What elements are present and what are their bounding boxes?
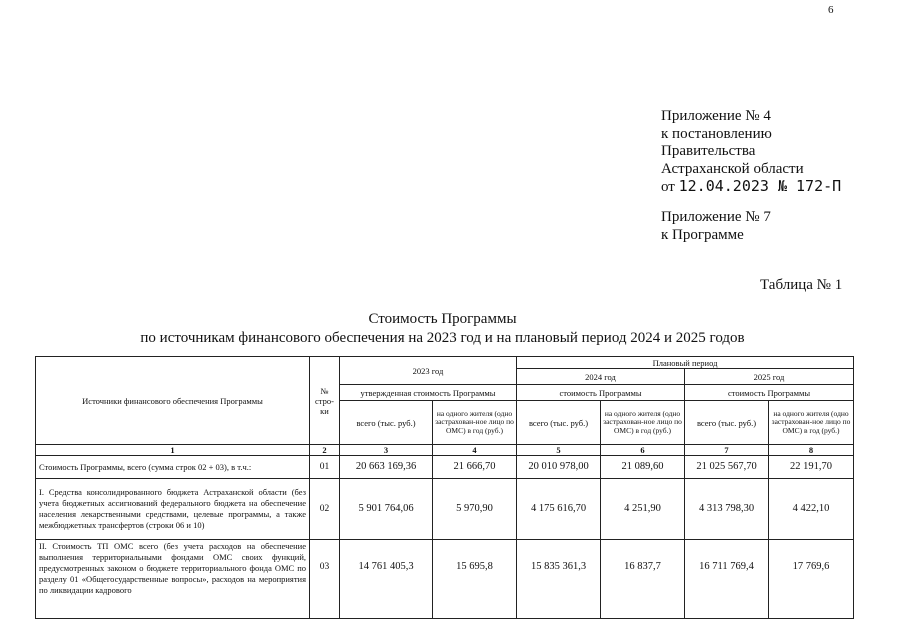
appendix-4-line: Астраханской области: [661, 160, 804, 177]
appendix-4-line: Правительства: [661, 143, 756, 159]
row-per-capita-2024: 21 089,60: [601, 456, 685, 479]
column-number: 7: [685, 445, 769, 456]
row-total-2025: 4 313 798,30: [685, 479, 769, 540]
row-per-capita-2025: 4 422,10: [769, 479, 854, 540]
row-source: Стоимость Программы, всего (сумма строк 02 + 03), в т.ч.:: [36, 456, 310, 479]
appendix-7-block: [661, 209, 771, 244]
table-row: [36, 456, 854, 479]
column-number-row: [36, 445, 854, 456]
table-row: [36, 479, 854, 540]
appendix-4-block: [661, 108, 841, 197]
column-number: 2: [310, 445, 340, 456]
row-source: I. Средства консолидированного бюджета Астраханской области (без учета бюджетных ассигнований федерального бюджета на обеспечение населения лекарственными средствами, целевые программы, а также межбюджетных трансфертов (строки 06 и 10): [36, 479, 310, 540]
column-number: 8: [769, 445, 854, 456]
row-code: 03: [310, 540, 340, 619]
decree-date: 12.04.2023: [678, 177, 769, 195]
header-sources: Источники финансового обеспечения Программы: [36, 357, 310, 445]
decree-date-prefix: от: [661, 179, 679, 195]
appendix-4-line: к постановлению: [661, 125, 772, 142]
appendix-4-title: Приложение № 4: [661, 108, 771, 124]
header-total-2024: всего (тыс. руб.): [517, 401, 601, 445]
document-title: Стоимость Программы: [368, 311, 517, 327]
appendix-7-title: Приложение № 7: [661, 209, 771, 225]
header-per-capita-2025: на одного жителя (одно застрахован-ное лицо по ОМС) в год (руб.): [769, 401, 854, 445]
row-total-2023: 5 901 764,06: [340, 479, 433, 540]
row-per-capita-2023: 15 695,8: [433, 540, 517, 619]
row-per-capita-2025: 22 191,70: [769, 456, 854, 479]
table-number: Таблица № 1: [760, 277, 843, 293]
row-total-2024: 4 175 616,70: [517, 479, 601, 540]
row-total-2024: 15 835 361,3: [517, 540, 601, 619]
column-number: 6: [601, 445, 685, 456]
row-code: 02: [310, 479, 340, 540]
document-subtitle: по источникам финансового обеспечения на 2023 год и на плановый период 2024 и 2025 годов: [140, 330, 745, 346]
header-row-no: № стро-ки: [310, 357, 340, 445]
program-cost-table: [35, 356, 854, 619]
row-total-2025: 21 025 567,70: [685, 456, 769, 479]
row-per-capita-2025: 17 769,6: [769, 540, 854, 619]
column-number: 3: [340, 445, 433, 456]
header-per-capita-2023: на одного жителя (одно застрахован-ное лицо по ОМС) в год (руб.): [433, 401, 517, 445]
row-per-capita-2023: 21 666,70: [433, 456, 517, 479]
header-year-2023: 2023 год: [340, 357, 517, 385]
row-total-2023: 14 761 405,3: [340, 540, 433, 619]
column-number: 4: [433, 445, 517, 456]
column-number: 1: [36, 445, 310, 456]
header-approved-cost: утвержденная стоимость Программы: [340, 385, 517, 401]
header-per-capita-2024: на одного жителя (одно застрахован-ное лицо по ОМС) в год (руб.): [601, 401, 685, 445]
row-total-2025: 16 711 769,4: [685, 540, 769, 619]
header-year-2025: 2025 год: [685, 369, 854, 385]
row-total-2023: 20 663 169,36: [340, 456, 433, 479]
page-number: 6: [828, 4, 834, 16]
header-cost-2025: стоимость Программы: [685, 385, 854, 401]
decree-date-line: [661, 178, 841, 197]
row-code: 01: [310, 456, 340, 479]
header-planned-period: Плановый период: [517, 357, 854, 369]
column-number: 5: [517, 445, 601, 456]
header-cost-2024: стоимость Программы: [517, 385, 685, 401]
row-per-capita-2024: 16 837,7: [601, 540, 685, 619]
header-total-2023: всего (тыс. руб.): [340, 401, 433, 445]
row-source: II. Стоимость ТП ОМС всего (без учета расходов на обеспечение выполнения территориальными фондами ОМС своих функций, предусмотренных законом о бюджете территориального фонда ОМС по разделу 01 «Общегосударственные вопросы», расходов на мероприятия по ликвидации кадрового: [36, 540, 310, 619]
table-row: [36, 540, 854, 619]
header-year-2024: 2024 год: [517, 369, 685, 385]
row-total-2024: 20 010 978,00: [517, 456, 601, 479]
decree-number: № 172-П: [768, 177, 842, 195]
header-total-2025: всего (тыс. руб.): [685, 401, 769, 445]
row-per-capita-2023: 5 970,90: [433, 479, 517, 540]
row-per-capita-2024: 4 251,90: [601, 479, 685, 540]
appendix-7-line: к Программе: [661, 226, 744, 243]
